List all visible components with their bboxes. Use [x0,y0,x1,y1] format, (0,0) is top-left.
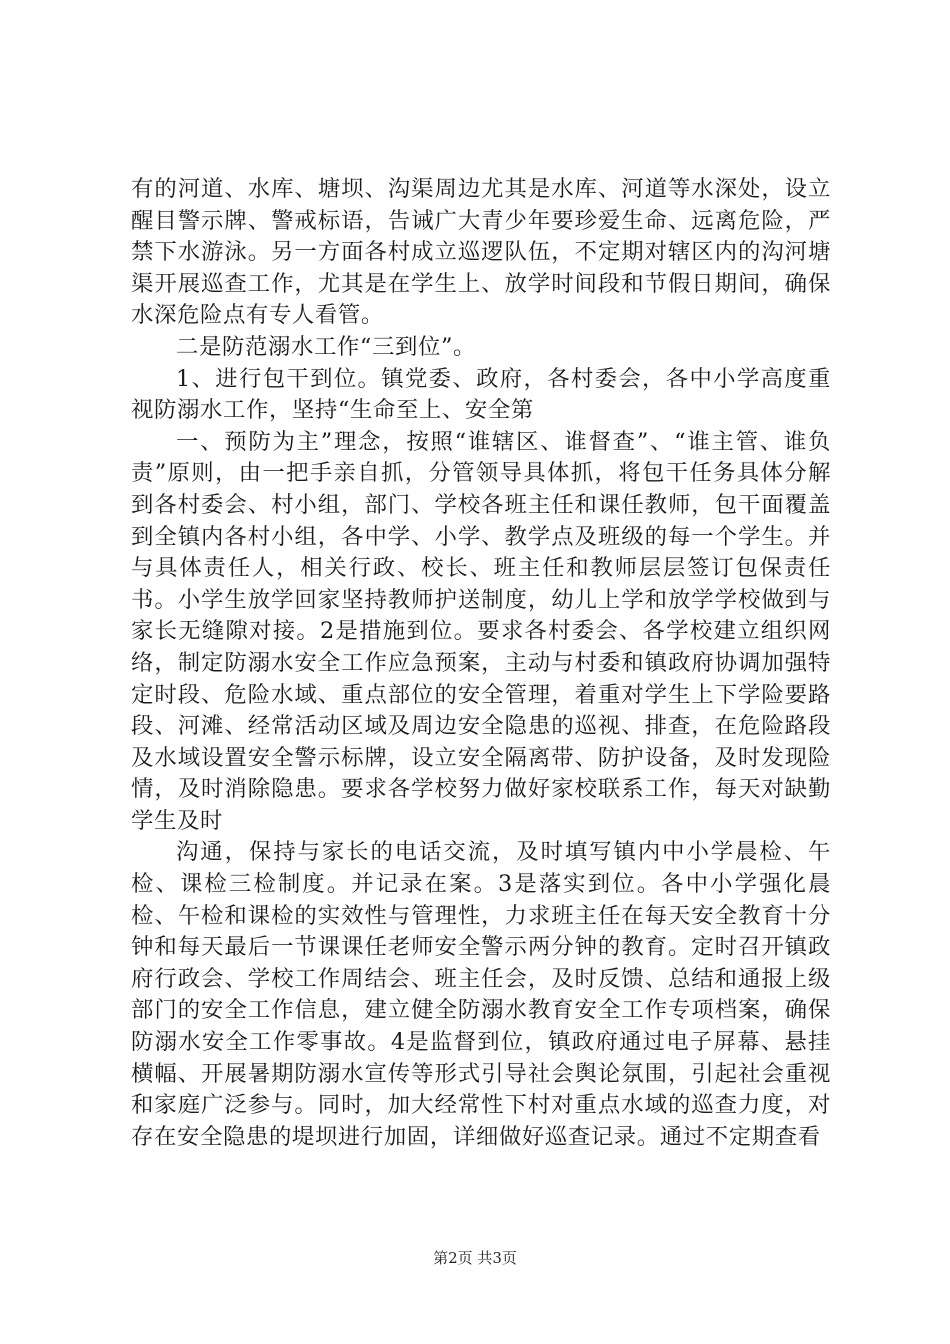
paragraph-continuation: 有的河道、水库、塘坝、沟渠周边尤其是水库、河道等水深处，设立醒目警示牌、警戒标语，告诫广大青少年要珍爱生命、远离危险，严禁下水游泳。另一方面各村成立巡逻队伍，不定期对辖区内的沟河塘渠开展巡查工作，尤其是在学生上、放学时间段和节假日期间，确保水深危险点有专人看管。 [131,176,831,329]
document-body [131,174,831,1153]
paragraph-section-heading: 二是防范溺水工作“三到位”。 [176,333,476,360]
paragraph-item-3-4: 沟通，保持与家长的电话交流，及时填写镇内中小学晨检、午检、课检三检制度。并记录在案。3是落实到位。各中小学强化晨检、午检和课检的实效性与管理性，力求班主任在每天安全教育十分钟和每天最后一节课课任老师安全警示两分钟的教育。定时召开镇政府行政会、学校工作周结会、班主任会，及时反馈、总结和通报上级部门的安全工作信息，建立健全防溺水教育安全工作专项档案，确保防溺水安全工作零事故。4是监督到位，镇政府通过电子屏幕、悬挂横幅、开展暑期防溺水宣传等形式引导社会舆论氛围，引起社会重视和家庭广泛参与。同时，加大经常性下村对重点水域的巡查力度，对存在安全隐患的堤坝进行加固，详细做好巡查记录。通过不定期查看 [131,839,831,1150]
paragraph-item-1: 1、进行包干到位。镇党委、政府，各村委会，各中小学高度重视防溺水工作，坚持“生命至上、安全第 [131,365,831,424]
paragraph-item-1-continued: 一、预防为主”理念，按照“谁辖区、谁督查”、“谁主管、谁负责”原则，由一把手亲自抓，分管领导具体抓，将包干任务具体分解到各村委会、村小组，部门、学校各班主任和课任教师，包干面覆盖到全镇内各村小组，各中学、小学、教学点及班级的每一个学生。并与具体责任人，相关行政、校长、班主任和教师层层签订包保责任书。小学生放学回家坚持教师护送制度，幼儿上学和放学学校做到与家长无缝隙对接。2是措施到位。要求各村委会、各学校建立组织网络，制定防溺水安全工作应急预案，主动与村委和镇政府协调加强特定时段、危险水域、重点部位的安全管理，着重对学生上下学险要路段、河滩、经常活动区域及周边安全隐患的巡视、排查，在危险路段及水域设置安全警示标牌，设立安全隔离带、防护设备，及时发现险情，及时消除隐患。要求各学校努力做好家校联系工作，每天对缺勤学生及时 [131,428,831,834]
page-number-footer: 第2页 共3页 [433,1249,517,1267]
